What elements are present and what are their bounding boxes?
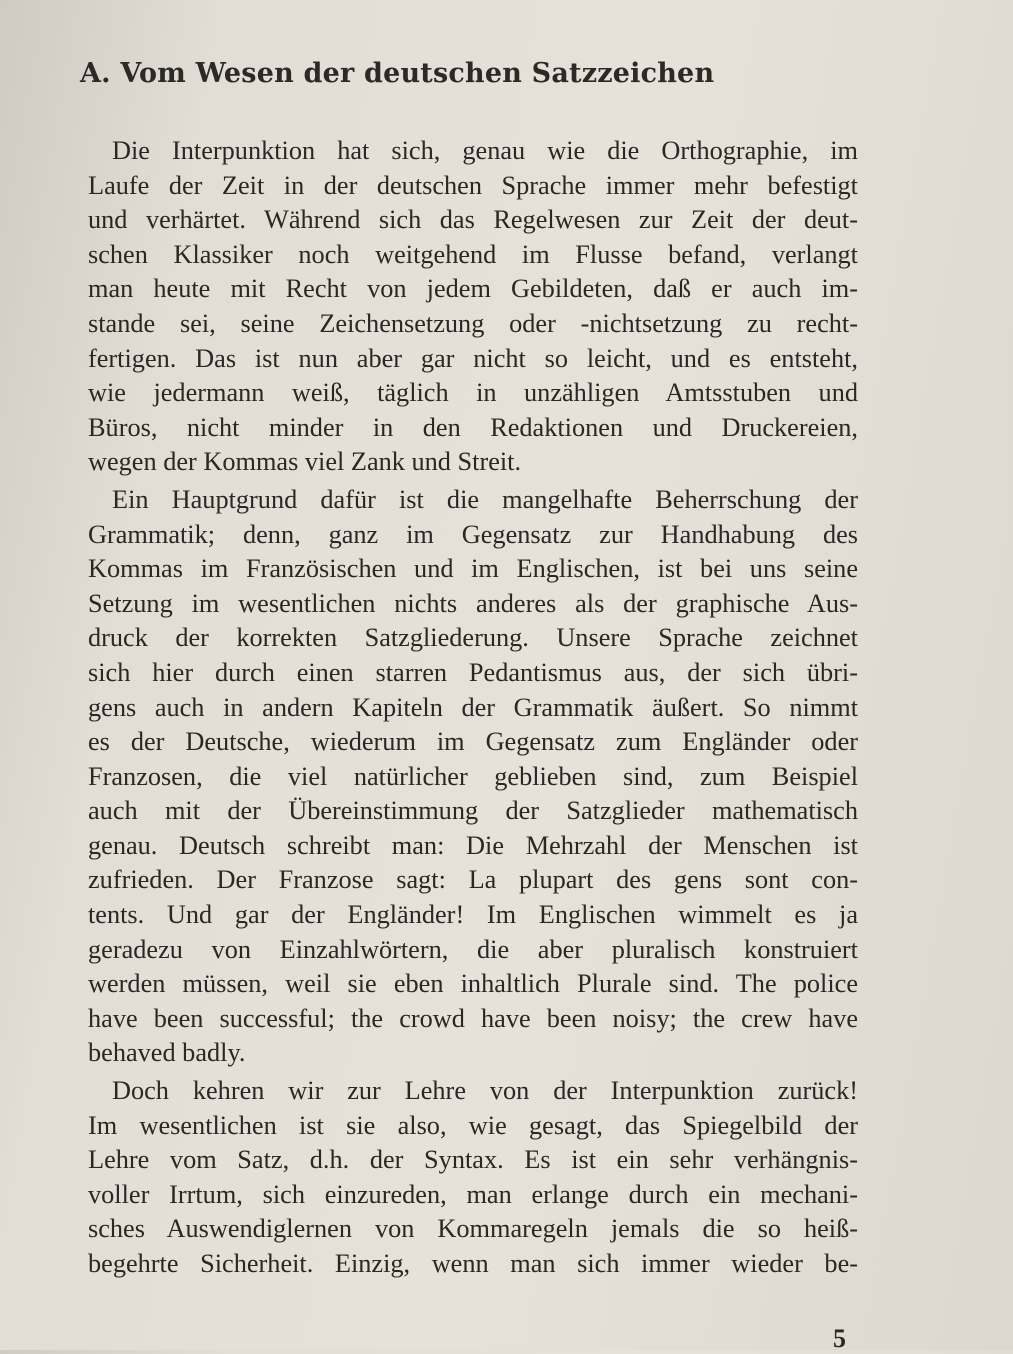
text-line: Lehre vom Satz, d.h. der Syntax. Es ist ein sehr verhängnis-: [88, 1145, 858, 1175]
section-heading: A. Vom Wesen der deutschen Satzzeichen: [80, 58, 715, 89]
text-line: Ein Hauptgrund dafür ist die mangelhafte Beherrschung der: [112, 484, 858, 514]
text-line: schen Klassiker noch weitgehend im Flusse befand, verlangt: [88, 239, 858, 269]
text-line: begehrte Sicherheit. Einzig, wenn man sich immer wieder be-: [88, 1249, 858, 1278]
text-line: druck der korrekten Satzgliederung. Unsere Sprache zeichnet: [88, 623, 858, 653]
text-line: Setzung im wesentlichen nichts anderes als der graphische Aus-: [88, 588, 858, 618]
text-line: stande sei, seine Zeichensetzung oder -nichtsetzung zu recht-: [88, 308, 858, 338]
text-line: werden müssen, weil sie eben inhaltlich Plurale sind. The police: [88, 969, 858, 999]
text-line: zufrieden. Der Franzose sagt: La plupart des gens sont con-: [88, 865, 858, 895]
text-line: sches Auswendiglernen von Kommaregeln jemals die so heiß-: [88, 1214, 858, 1244]
page-number: 5: [833, 1324, 846, 1353]
text-line: tents. Und gar der Engländer! Im Englischen wimmelt es ja: [88, 900, 858, 930]
text-line: sich hier durch einen starren Pedantismus aus, der sich übri-: [88, 657, 858, 687]
paragraph-1: [88, 134, 858, 480]
text-line: Laufe der Zeit in der deutschen Sprache immer mehr befestigt: [88, 170, 858, 200]
text-line: geradezu von Einzahlwörtern, die aber pluralisch konstruiert: [88, 934, 858, 964]
text-line: und verhärtet. Während sich das Regelwesen zur Zeit der deut-: [88, 205, 858, 235]
text-line: wie jedermann weiß, täglich in unzähligen Amtsstuben und: [88, 378, 858, 408]
text-line: man heute mit Recht von jedem Gebildeten, daß er auch im-: [88, 274, 858, 304]
text-line: Im wesentlichen ist sie also, wie gesagt, das Spiegelbild der: [88, 1110, 858, 1140]
text-line: have been successful; the crowd have been noisy; the crew have: [88, 1003, 858, 1033]
text-line: Kommas im Französischen und im Englischen, ist bei uns seine: [88, 554, 858, 584]
text-line: Die Interpunktion hat sich, genau wie die Orthographie, im: [112, 136, 858, 165]
text-line: Doch kehren wir zur Lehre von der Interpunktion zurück!: [112, 1076, 858, 1106]
text-line: Büros, nicht minder in den Redaktionen und Druckereien,: [88, 412, 858, 442]
text-line: gens auch in andern Kapiteln der Grammatik äußert. So nimmt: [88, 692, 858, 722]
text-line: genau. Deutsch schreibt man: Die Mehrzahl der Menschen ist: [88, 830, 858, 860]
text-line: es der Deutsche, wiederum im Gegensatz zum Engländer oder: [88, 727, 858, 757]
text-line: wegen der Kommas viel Zank und Streit.: [88, 447, 522, 477]
paragraph-3: [88, 1074, 858, 1282]
text-line: auch mit der Übereinstimmung der Satzglieder mathematisch: [88, 796, 858, 826]
body-text: [88, 134, 858, 1282]
text-line: Grammatik; denn, ganz im Gegensatz zur Handhabung des: [88, 519, 858, 549]
text-line: Franzosen, die viel natürlicher geblieben sind, zum Beispiel: [88, 761, 858, 791]
text-line: behaved badly.: [88, 1038, 246, 1068]
text-line: fertigen. Das ist nun aber gar nicht so leicht, und es entsteht,: [88, 343, 858, 373]
paragraph-2: [88, 483, 858, 1071]
text-line: voller Irrtum, sich einzureden, man erlange durch ein mechani-: [88, 1179, 858, 1209]
